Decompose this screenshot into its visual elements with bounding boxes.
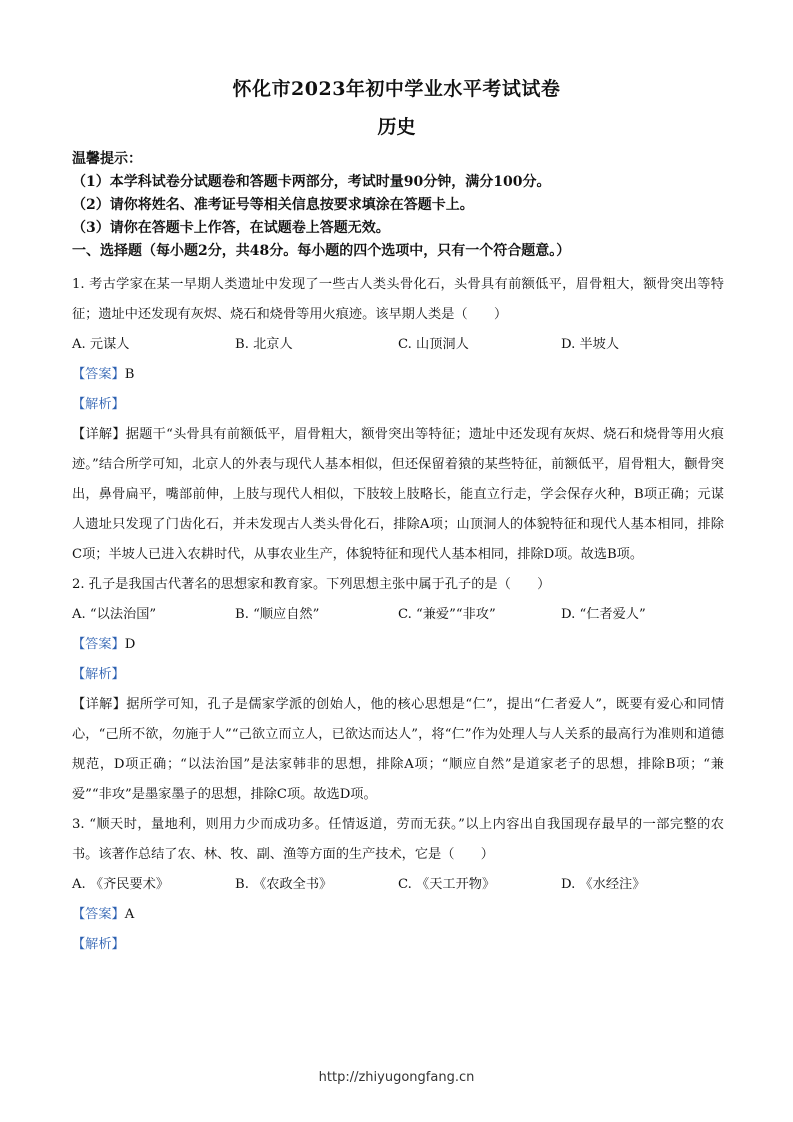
option: A. 元谋人 [72,337,130,352]
page-title: 怀化市2023年初中学业水平考试试卷 [232,78,561,100]
footer-url: http://zhiyugongfang.cn [318,1070,475,1085]
option: A. “以法治国” [72,607,157,622]
detail-paragraph [72,420,724,570]
detail-label: 【详解】 [72,427,126,442]
detail-text: 据题干“头骨具有前额低平，眉骨粗大，额骨突出等特征；遗址中还发现有灰烬、烧石和烧骨等用火痕迹。”结合所学可知，北京人的外表与现代人基本相似，但还保留着猿的某些特征，前额低平，眉骨粗大，颧骨突出，鼻骨扁平，嘴部前伸，上肢与现代人相似，下肢较上肢略长，能直立行走，学会保存火种，B项正确；元谋人遗址只发现了门齿化石，并未发现古人类头骨化石，排除A项；山顶洞人的体貌特征和现代人基本相同，排除C项；半坡人已进入农耕时代，从事农业生产，体貌特征和现代人基本相同，排除D项。故选B项。 [72,427,724,562]
section-heading: 一、选择题（每小题2分，共48分。每小题的四个选项中，只有一个符合题意。） [72,243,571,259]
question-stem: 1. 考古学家在某一早期人类遗址中发现了一些古人类头骨化石，头骨具有前额低平，眉骨粗大，额骨突出等特征；遗址中还发现有灰烬、烧石和烧骨等用火痕迹。该早期人类是（ ） [72,277,724,322]
detail-text: 据所学可知，孔子是儒家学派的创始人，他的核心思想是“仁”，提出“仁者爱人”，既要有爱心和同情心，“己所不欲，勿施于人”“己欲立而立人，已欲达而达人”，将“仁”作为处理人与人关系的最高行为准则和道德规范，D项正确；“以法治国”是法家韩非的思想，排除A项；“顺应自然”是道家老子的思想，排除B项；“兼爱”“非攻”是墨家墨子的思想，排除C项。故选D项。 [72,697,725,802]
tip-item: （2）请你将姓名、准考证号等相关信息按要求填涂在答题卡上。 [72,197,474,213]
answer-line [72,360,724,390]
question-stem: 3. “顺天时，量地利，则用力少而成功多。任情返道，劳而无获。”以上内容出自我国现存最早的一部完整的农书。该著作总结了农、林、牧、副、渔等方面的生产技术，它是（ ） [72,817,724,862]
answer-line [72,630,724,660]
tip-item: （3）请你在答题卡上作答，在试题卷上答题无效。 [72,220,390,236]
options-row [72,600,724,630]
option: D. 半坡人 [561,337,620,352]
option: C. 《天工开物》 [398,877,496,892]
option: D. 《水经注》 [561,877,646,892]
option: C. 山顶洞人 [398,337,469,352]
answer-line [72,900,724,930]
answer-value: B [124,367,135,382]
question-stem: 2. 孔子是我国古代著名的思想家和教育家。下列思想主张中属于孔子的是（ ） [72,577,551,592]
subject-title: 历史 [377,116,416,138]
questions-content [72,270,724,960]
answer-value: D [124,637,136,652]
options-row [72,330,724,360]
analysis-line [72,390,724,420]
analysis-label: 【解析】 [72,667,125,682]
detail-label: 【详解】 [72,697,127,712]
detail-paragraph [72,690,724,810]
analysis-line [72,660,724,690]
option: B. 《农政全书》 [235,877,333,892]
option: A. 《齐民要术》 [72,877,170,892]
analysis-label: 【解析】 [72,397,125,412]
answer-label: 【答案】 [72,907,125,922]
tips-block [72,148,732,263]
tip-item: （1）本学科试卷分试题卷和答题卡两部分，考试时量90分钟，满分100分。 [72,174,551,190]
answer-value: A [124,907,135,922]
analysis-label: 【解析】 [72,937,125,952]
options-row [72,870,724,900]
analysis-line [72,930,724,960]
answer-label: 【答案】 [72,367,125,382]
option: B. 北京人 [235,337,293,352]
option: B. “顺应自然” [235,607,320,622]
option: C. “兼爱”“非攻” [398,607,496,622]
option: D. “仁者爱人” [561,607,646,622]
answer-label: 【答案】 [72,637,125,652]
tips-heading: 温馨提示： [72,151,142,167]
